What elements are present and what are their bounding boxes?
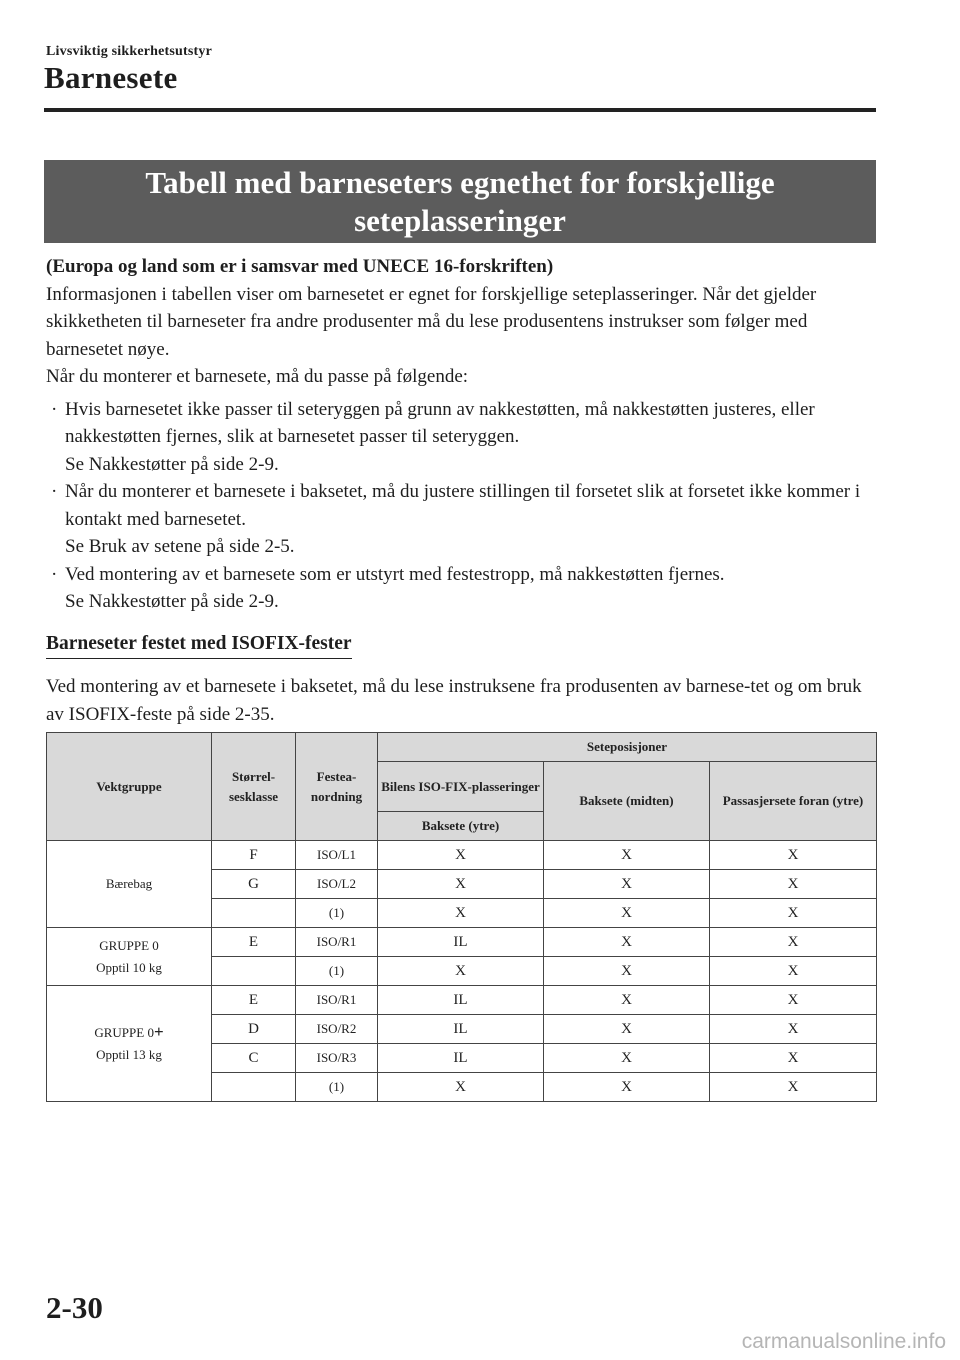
isofix-heading: Barneseter festet med ISOFIX-fester [46,630,352,660]
bullet-dot: · [51,481,58,502]
rear-outer-cell: X [378,957,544,986]
rear-middle-cell: X [544,1015,710,1044]
watermark: carmanualsonline.info [741,1330,946,1353]
rear-outer-cell: IL [378,986,544,1015]
front-passenger-cell: X [710,986,877,1015]
rear-middle-cell: X [544,841,710,870]
header-weight-group: Vektgruppe [47,733,212,841]
bullet-text: Hvis barnesetet ikke passer til seteryggen på grunn av nakkestøtten, må nakkestøtten justeres, eller nakkestøtten fjernes, slik at barnesetet passer til seteryggen. [65,398,815,447]
group-name: GRUPPE 0+ [94,1022,164,1041]
banner-line-2: seteplasseringer [354,203,566,238]
header-rear-outer: Baksete (ytre) [378,812,544,841]
fixture-cell: (1) [296,899,378,928]
fixture-cell: ISO/R3 [296,1044,378,1073]
section-banner [44,160,876,243]
suitability-table [46,732,877,1102]
banner-line-1: Tabell med barneseters egnethet for forskjellige [145,165,775,200]
rear-outer-cell: IL [378,1044,544,1073]
bullet-text: Ved montering av et barnesete som er utstyrt med festestropp, må nakkestøtten fjernes. [65,563,725,585]
bullet-dot: · [51,563,58,585]
page-reference: Se Bruk av setene på side 2-5. [65,536,295,557]
region-subtitle: (Europa og land som er i samsvar med UNECE 16-forskriften) [46,256,554,277]
header-fixture: Festea-nordning [296,733,378,841]
group-weight-limit: Opptil 13 kg [96,1047,162,1062]
size-class-cell: C [212,1044,296,1073]
front-passenger-cell: X [710,928,877,957]
table-row [47,928,877,957]
bullet-dot: · [51,398,58,420]
fixture-cell: ISO/L2 [296,870,378,899]
front-passenger-cell: X [710,1015,877,1044]
size-class-cell [212,1073,296,1102]
size-class-cell: F [212,841,296,870]
rear-outer-cell: IL [378,928,544,957]
rear-middle-cell: X [544,957,710,986]
fixture-cell: ISO/R1 [296,986,378,1015]
intro-paragraph: Informasjonen i tabellen viser om barnesetet er egnet for forskjellige seteplasseringer. Når det gjelder skikketheten til barneseter fra andre produsenter må du lese produsentens instrukser som følger med barnesetet nøye. [46,283,817,360]
group-weight-limit: Opptil 10 kg [96,959,162,975]
rear-outer-cell: X [378,841,544,870]
rear-middle-cell: X [544,928,710,957]
header-divider [44,108,876,112]
front-passenger-cell: X [710,899,877,928]
rear-middle-cell: X [544,986,710,1015]
rear-middle-cell: X [544,1073,710,1102]
table-row [47,986,877,1015]
rear-middle-cell: X [544,899,710,928]
size-class-cell: G [212,870,296,899]
intro-lead: Når du monterer et barnesete, må du passe på følgende: [46,366,469,387]
isofix-paragraph: Ved montering av et barnesete i baksetet, må du lese instruksene fra produsenten av barnese-tet og om bruk av ISOFIX-feste på side 2-35. [46,676,862,725]
header-size-class: Størrel-sesklasse [212,733,296,841]
list-item [46,561,878,616]
header-front-passenger: Passasjersete foran (ytre) [710,762,877,841]
header-isofix-positions: Bilens ISO-FIX-plasseringer [378,762,544,812]
list-item [46,396,878,479]
front-passenger-cell: X [710,870,877,899]
weight-group-cell: Bærebag [47,841,212,928]
plus-icon: + [153,1022,164,1041]
size-class-cell: E [212,928,296,957]
front-passenger-cell: X [710,841,877,870]
size-class-cell: E [212,986,296,1015]
weight-group-cell [47,986,212,1102]
section-label: Livsviktig sikkerhetsutstyr [46,44,213,59]
rear-middle-cell: X [544,1044,710,1073]
size-class-cell [212,957,296,986]
fixture-cell: ISO/R2 [296,1015,378,1044]
header-rear-middle: Baksete (midten) [544,762,710,841]
front-passenger-cell: X [710,1044,877,1073]
header-seat-positions: Seteposisjoner [378,733,877,762]
page-number: 2-30 [46,1290,103,1325]
precaution-list [46,396,878,616]
bullet-text: Når du monterer et barnesete i baksetet, må du justere stillingen til forsetet slik at forsetet ikke kommer i kontakt med barnesetet. [65,481,861,530]
fixture-cell: ISO/L1 [296,841,378,870]
rear-middle-cell: X [544,870,710,899]
rear-outer-cell: X [378,870,544,899]
fixture-cell: (1) [296,957,378,986]
fixture-cell: ISO/R1 [296,928,378,957]
size-class-cell [212,899,296,928]
rear-outer-cell: X [378,1073,544,1102]
rear-outer-cell: IL [378,1015,544,1044]
main-content [46,253,878,728]
front-passenger-cell: X [710,1073,877,1102]
page-reference: Se Nakkestøtter på side 2-9. [65,591,279,612]
size-class-cell: D [212,1015,296,1044]
weight-group-cell [47,928,212,986]
fixture-cell: (1) [296,1073,378,1102]
table-row [47,841,877,870]
rear-outer-cell: X [378,899,544,928]
list-item [46,478,878,561]
front-passenger-cell: X [710,957,877,986]
page-reference: Se Nakkestøtter på side 2-9. [65,453,279,475]
page-title: Barnesete [44,60,178,95]
group-name: GRUPPE 0 [99,937,159,953]
